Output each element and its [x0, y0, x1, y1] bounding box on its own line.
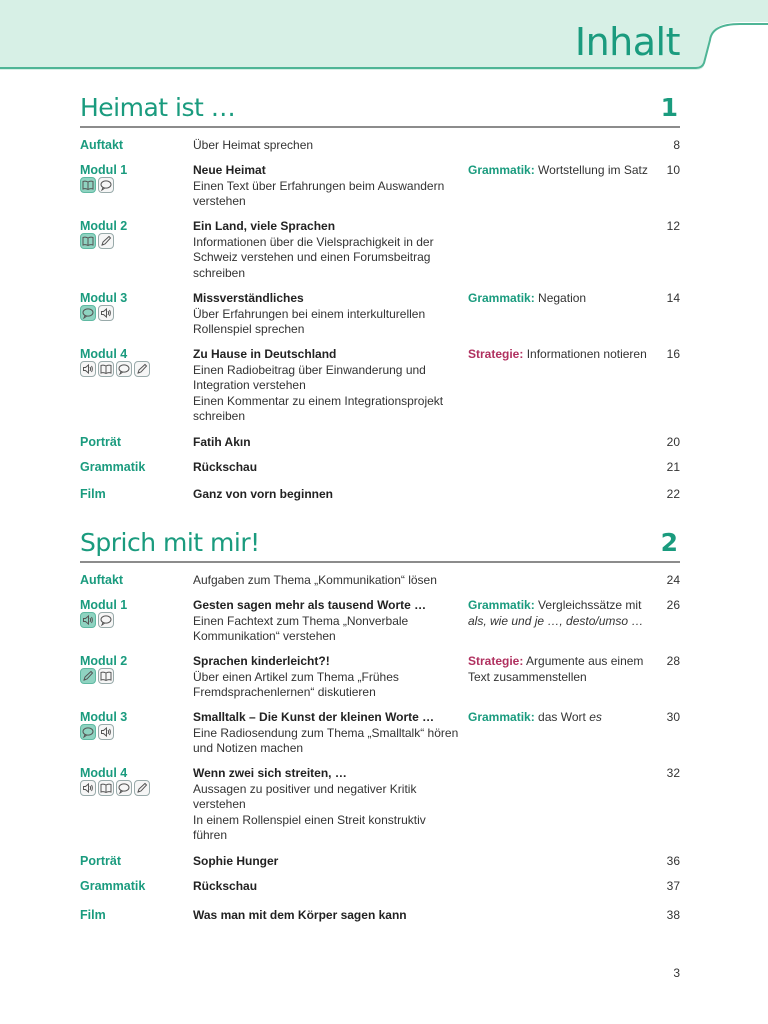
topic-description: schreiben	[193, 265, 246, 280]
skill-icons	[80, 724, 114, 740]
book-icon	[80, 233, 96, 249]
page-ref: 26	[666, 598, 680, 612]
page-ref: 37	[666, 879, 680, 893]
page-ref: 14	[666, 291, 680, 305]
topic-description: führen	[193, 828, 228, 842]
focus-label: Grammatik:	[468, 291, 535, 305]
speaker-icon	[80, 612, 96, 628]
topic-description: Über Heimat sprechen	[193, 138, 314, 152]
unit-number: 2	[660, 528, 678, 557]
topic-description: Aufgaben zum Thema „Kommunikation“ lösen	[193, 573, 437, 587]
topic-title: Wenn zwei sich streiten, …	[193, 766, 347, 780]
book-icon	[98, 361, 114, 377]
speech-bubble-icon	[98, 177, 114, 193]
unit-header	[80, 525, 680, 563]
row-label: Auftakt	[80, 573, 124, 587]
row-topic	[193, 347, 463, 425]
row-topic	[193, 573, 463, 589]
topic-title: Zu Hause in Deutschland	[193, 347, 337, 361]
skill-icons	[80, 668, 114, 684]
row-label: Film	[80, 908, 106, 922]
focus-text: das Wort	[538, 710, 586, 724]
topic-description: Schweiz verstehen und einen Forumsbeitrag	[193, 250, 431, 264]
topic-description: Über Erfahrungen bei einem interkulturellen	[193, 306, 426, 321]
topic-title: Smalltalk – Die Kunst der kleinen Worte …	[193, 710, 435, 724]
page-ref: 16	[666, 347, 680, 361]
row-label: Modul 2	[80, 219, 128, 233]
topic-description: Einen Text über Erfahrungen beim Auswandern	[193, 178, 445, 193]
speaker-icon	[80, 361, 96, 377]
topic-description: Einen Fachtext zum Thema „Nonverbale	[193, 613, 409, 628]
row-focus	[468, 710, 658, 726]
row-focus	[468, 347, 658, 363]
topic-description: Einen Kommentar zu einem Integrationsprojekt	[193, 393, 444, 408]
focus-label: Strategie:	[468, 654, 524, 668]
focus-label: Grammatik:	[468, 598, 535, 612]
page-ref: 22	[666, 487, 680, 501]
focus-text: Negation	[538, 291, 587, 305]
row-topic	[193, 879, 463, 895]
focus-italic: als, wie und je …, desto/umso …	[468, 613, 644, 628]
row-label: Grammatik	[80, 460, 146, 474]
skill-icons	[80, 612, 114, 628]
row-label: Modul 1	[80, 163, 128, 177]
row-focus	[468, 291, 658, 307]
row-label: Modul 4	[80, 347, 128, 361]
focus-text: Argumente aus einem Text zusammenstellen	[468, 654, 644, 684]
row-topic	[193, 219, 463, 281]
unit-number: 1	[660, 93, 678, 122]
topic-title: Gesten sagen mehr als tausend Worte …	[193, 598, 427, 612]
page-ref: 38	[666, 908, 680, 922]
page-ref: 12	[666, 219, 680, 233]
page-ref: 21	[666, 460, 680, 474]
unit-header	[80, 90, 680, 128]
focus-label: Grammatik:	[468, 710, 535, 724]
page-number: 3	[673, 966, 680, 980]
row-label: Film	[80, 487, 106, 501]
row-topic	[193, 163, 463, 210]
topic-title: Ganz von vorn beginnen	[193, 487, 334, 501]
focus-text: Informationen notieren	[526, 347, 647, 361]
topic-title: Fatih Akın	[193, 435, 251, 449]
topic-description: Über einen Artikel zum Thema „Frühes	[193, 669, 399, 684]
book-icon	[98, 780, 114, 796]
topic-description: Eine Radiosendung zum Thema „Smalltalk“ hören	[193, 725, 459, 740]
page-ref: 24	[666, 573, 680, 587]
topic-description: verstehen	[193, 797, 246, 811]
focus-label: Strategie:	[468, 347, 524, 361]
row-label: Modul 3	[80, 291, 128, 305]
book-icon	[80, 177, 96, 193]
topic-title: Ein Land, viele Sprachen	[193, 219, 336, 233]
speech-bubble-icon	[116, 780, 132, 796]
topic-description: schreiben	[193, 409, 246, 423]
row-topic	[193, 854, 463, 870]
focus-text: Vergleichssätze mit	[538, 598, 642, 612]
page-ref: 36	[666, 854, 680, 868]
row-topic	[193, 710, 463, 757]
row-label: Modul 3	[80, 710, 128, 724]
row-label: Grammatik	[80, 879, 146, 893]
row-topic	[193, 460, 463, 476]
row-focus	[468, 654, 658, 685]
unit-section	[80, 90, 680, 501]
unit-section	[80, 525, 680, 922]
row-topic	[193, 598, 463, 645]
book-icon	[98, 668, 114, 684]
unit-title: Sprich mit mir!	[80, 528, 260, 557]
topic-description: Rollenspiel sprechen	[193, 322, 305, 336]
topic-description: Einen Radiobeitrag über Einwanderung und	[193, 362, 426, 377]
row-topic	[193, 654, 463, 701]
focus-label: Grammatik:	[468, 163, 535, 177]
pencil-icon	[80, 668, 96, 684]
topic-title: Sprachen kinderleicht?!	[193, 654, 330, 668]
speaker-icon	[80, 780, 96, 796]
topic-title: Rückschau	[193, 879, 258, 893]
speaker-icon	[98, 305, 114, 321]
page-ref: 8	[673, 138, 680, 152]
speech-bubble-icon	[80, 724, 96, 740]
pencil-icon	[134, 780, 150, 796]
row-topic	[193, 138, 463, 154]
topic-description: Integration verstehen	[193, 378, 306, 392]
row-label: Modul 2	[80, 654, 128, 668]
topic-title: Missverständliches	[193, 291, 304, 305]
speech-bubble-icon	[98, 612, 114, 628]
row-label: Porträt	[80, 854, 121, 868]
topic-title: Neue Heimat	[193, 163, 266, 177]
row-label: Auftakt	[80, 138, 124, 152]
pencil-icon	[98, 233, 114, 249]
row-topic	[193, 908, 463, 924]
page-ref: 30	[666, 710, 680, 724]
topic-description: verstehen	[193, 194, 246, 208]
topic-description: Informationen über die Vielsprachigkeit in der	[193, 234, 434, 249]
header-band	[0, 0, 768, 76]
skill-icons	[80, 780, 150, 796]
row-topic	[193, 766, 463, 844]
speech-bubble-icon	[116, 361, 132, 377]
page-ref: 32	[666, 766, 680, 780]
focus-text: Wortstellung im Satz	[538, 163, 648, 177]
row-label: Porträt	[80, 435, 121, 449]
page-ref: 20	[666, 435, 680, 449]
skill-icons	[80, 361, 150, 377]
skill-icons	[80, 305, 114, 321]
row-focus	[468, 163, 658, 179]
speaker-icon	[98, 724, 114, 740]
page-title: Inhalt	[574, 20, 680, 64]
row-focus	[468, 598, 658, 629]
skill-icons	[80, 177, 114, 193]
topic-description: Aussagen zu positiver und negativer Kritik	[193, 781, 417, 796]
row-topic	[193, 435, 463, 451]
pencil-icon	[134, 361, 150, 377]
row-label: Modul 4	[80, 766, 128, 780]
topic-description: Kommunikation“ verstehen	[193, 629, 336, 643]
topic-title: Rückschau	[193, 460, 258, 474]
row-topic	[193, 291, 463, 338]
page-ref: 28	[666, 654, 680, 668]
topic-description: und Notizen machen	[193, 741, 304, 755]
unit-title: Heimat ist …	[80, 93, 236, 122]
topic-title: Sophie Hunger	[193, 854, 279, 868]
topic-title: Was man mit dem Körper sagen kann	[193, 908, 407, 922]
topic-description: Fremdsprachenlernen“ diskutieren	[193, 685, 376, 699]
row-topic	[193, 487, 463, 503]
skill-icons	[80, 233, 114, 249]
focus-italic: es	[589, 710, 602, 724]
topic-description: In einem Rollenspiel einen Streit konstruktiv	[193, 812, 426, 827]
row-label: Modul 1	[80, 598, 128, 612]
page-ref: 10	[666, 163, 680, 177]
speech-bubble-icon	[80, 305, 96, 321]
